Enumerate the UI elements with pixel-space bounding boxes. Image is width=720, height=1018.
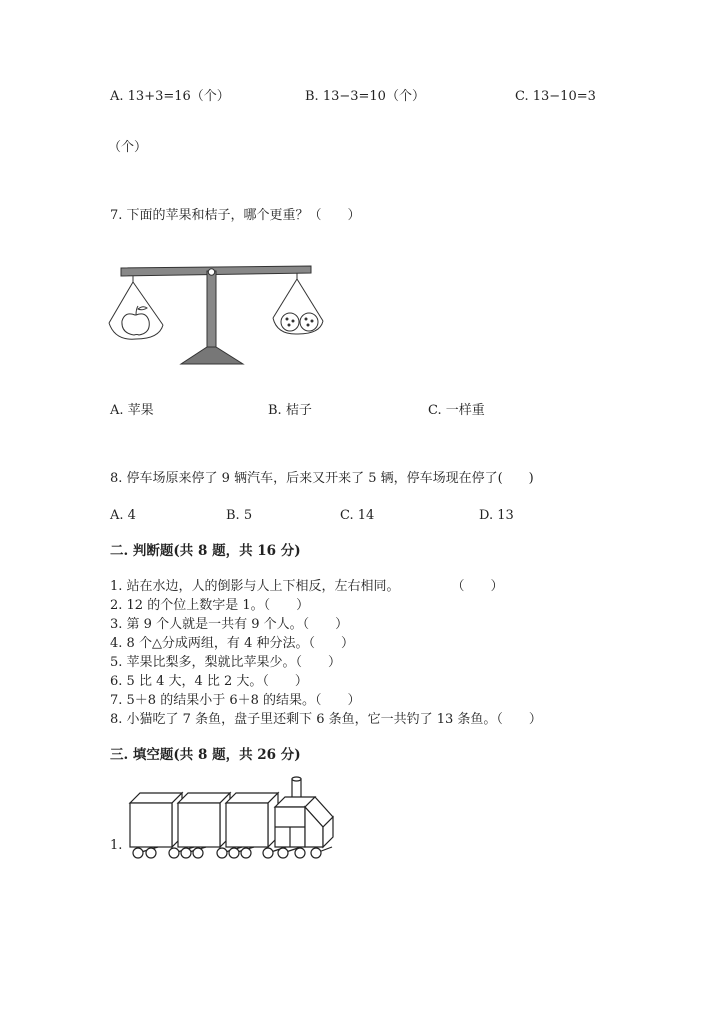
judge-item-6: 6. 5 比 4 大，4 比 2 大。（ ） [110,674,308,689]
fill-q1-number: 1. [110,838,123,853]
judge-item-8: 8. 小猫吃了 7 条鱼，盘子里还剩下 6 条鱼，它一共钓了 13 条鱼。（ ） [110,712,542,727]
q8-option-c: C. 14 [340,508,375,523]
cube-train-figure [118,775,338,870]
apple-icon [122,306,149,335]
q7-option-a: A. 苹果 [110,403,154,418]
q6-option-a: A. 13+3=16（个） [110,89,230,104]
balance-scale-figure [105,255,325,370]
judge-item-7: 7. 5＋8 的结果小于 6＋8 的结果。（ ） [110,693,361,708]
q8-option-b: B. 5 [226,508,253,523]
q8-stem: 8. 停车场原来停了 9 辆汽车，后来又开来了 5 辆，停车场现在停了( ) [110,471,534,486]
judge-item-4: 4. 8 个△分成两组，有 4 种分法。（ ） [110,636,354,651]
judge-item-1: 1. 站在水边，人的倒影与人上下相反，左右相同。 （ ） [110,579,504,594]
section2-heading: 二. 判断题(共 8 题，共 16 分) [110,543,301,559]
judge-item-5: 5. 苹果比梨多，梨就比苹果少。（ ） [110,655,342,670]
section3-heading: 三. 填空题(共 8 题，共 26 分) [110,747,301,763]
judge-item-2: 2. 12 的个位上数字是 1。（ ） [110,598,310,613]
q7-option-b: B. 桔子 [268,403,312,418]
q8-option-d: D. 13 [479,508,514,523]
q6-option-b: B. 13−3=10（个） [305,89,425,104]
orange-icon [281,313,318,331]
q8-option-a: A. 4 [110,508,136,523]
q7-stem: 7. 下面的苹果和桔子，哪个更重？（ ） [110,208,361,223]
q7-option-c: C. 一样重 [428,403,485,418]
judge-item-3: 3. 第 9 个人就是一共有 9 个人。（ ） [110,617,349,632]
q6-option-c-continued: （个） [108,140,148,155]
q6-option-c: C. 13−10=3 [515,89,596,104]
